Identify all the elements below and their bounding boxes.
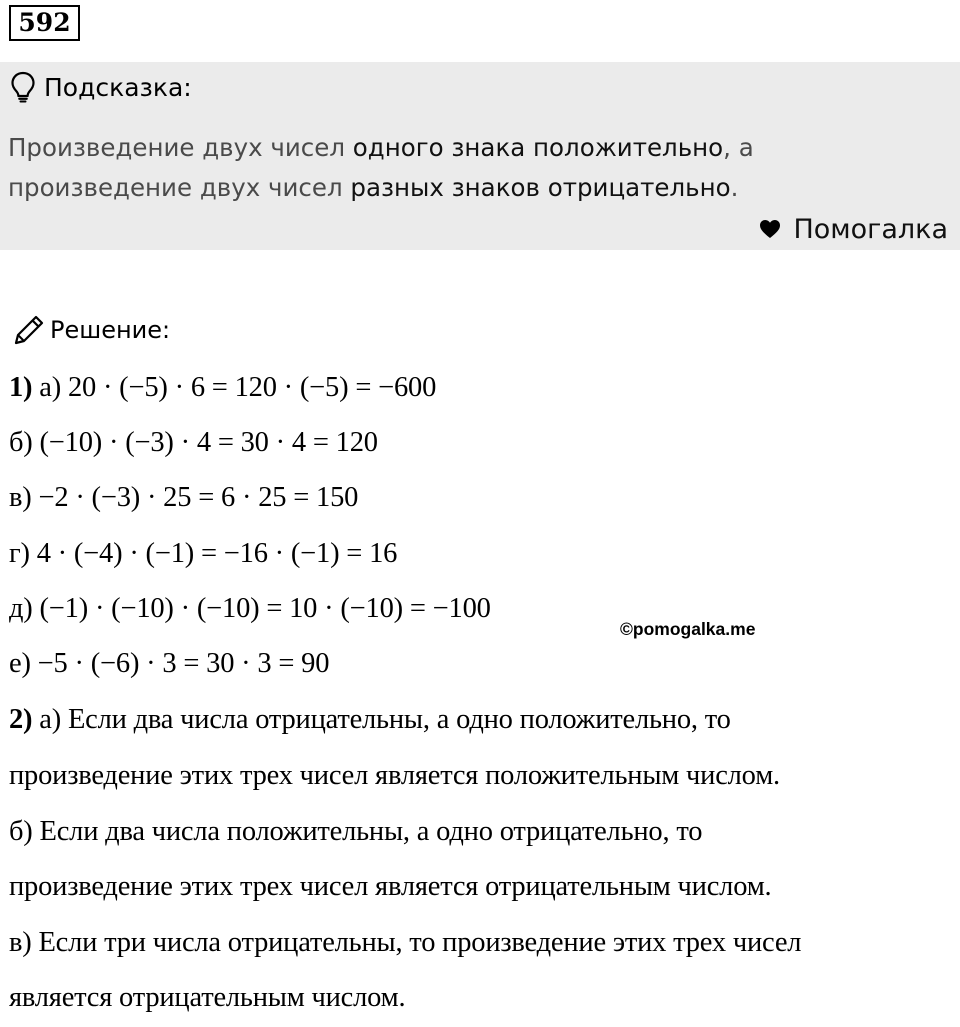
statement-a-line1: а) Если два числа отрицательны, а одно положительно, то bbox=[39, 704, 731, 735]
hint-header bbox=[10, 70, 192, 104]
solution-title: Решение: bbox=[50, 316, 171, 344]
equation-b: б) (−10) · (−3) · 4 = 30 · 4 = 120 bbox=[9, 427, 378, 458]
hint-title: Подсказка: bbox=[44, 72, 192, 102]
part2-marker: 2) bbox=[9, 704, 33, 735]
exercise-number: 592 bbox=[9, 5, 80, 41]
statement-b-line2: произведение этих трех чисел является отрицательным числом. bbox=[9, 871, 772, 902]
hint-line2-part1: произведение двух чисел bbox=[8, 173, 351, 202]
hint-text bbox=[8, 128, 953, 208]
brand-label: Помогалка bbox=[793, 213, 948, 245]
part1-marker: 1) bbox=[9, 372, 33, 403]
equation-g: г) 4 · (−4) · (−1) = −16 · (−1) = 16 bbox=[9, 538, 398, 569]
statement-a-line2: произведение этих трех чисел является положительным числом. bbox=[9, 760, 780, 791]
brand-link[interactable] bbox=[759, 211, 948, 247]
hint-line1-emphasis: одного знака положительно bbox=[352, 133, 724, 162]
statement-v-line2: является отрицательным числом. bbox=[9, 982, 406, 1013]
pencil-icon bbox=[12, 313, 46, 347]
equation-e: е) −5 · (−6) · 3 = 30 · 3 = 90 bbox=[9, 648, 330, 679]
equation-a: а) 20 · (−5) · 6 = 120 · (−5) = −600 bbox=[39, 372, 437, 403]
hint-line1-part1: Произведение двух чисел bbox=[8, 133, 353, 162]
statement-v-line1: в) Если три числа отрицательны, то произведение этих трех чисел bbox=[9, 927, 802, 958]
hint-line2-part3: . bbox=[730, 173, 739, 202]
equation-v: в) −2 · (−3) · 25 = 6 · 25 = 150 bbox=[9, 482, 359, 513]
watermark: ©pomogalka.me bbox=[620, 619, 756, 639]
hint-line1-part3: , а bbox=[723, 133, 754, 162]
solution-header bbox=[12, 310, 170, 350]
part2-row-a bbox=[9, 700, 731, 740]
hint-line2-emphasis: разных знаков отрицательно bbox=[350, 173, 731, 202]
statement-b-line1: б) Если два числа положительны, а одно отрицательно, то bbox=[9, 816, 703, 847]
lightbulb-icon bbox=[10, 71, 36, 103]
part1-row-a bbox=[9, 368, 436, 408]
heart-icon bbox=[759, 219, 781, 239]
equation-d: д) (−1) · (−10) · (−10) = 10 · (−10) = −100 bbox=[9, 593, 491, 624]
